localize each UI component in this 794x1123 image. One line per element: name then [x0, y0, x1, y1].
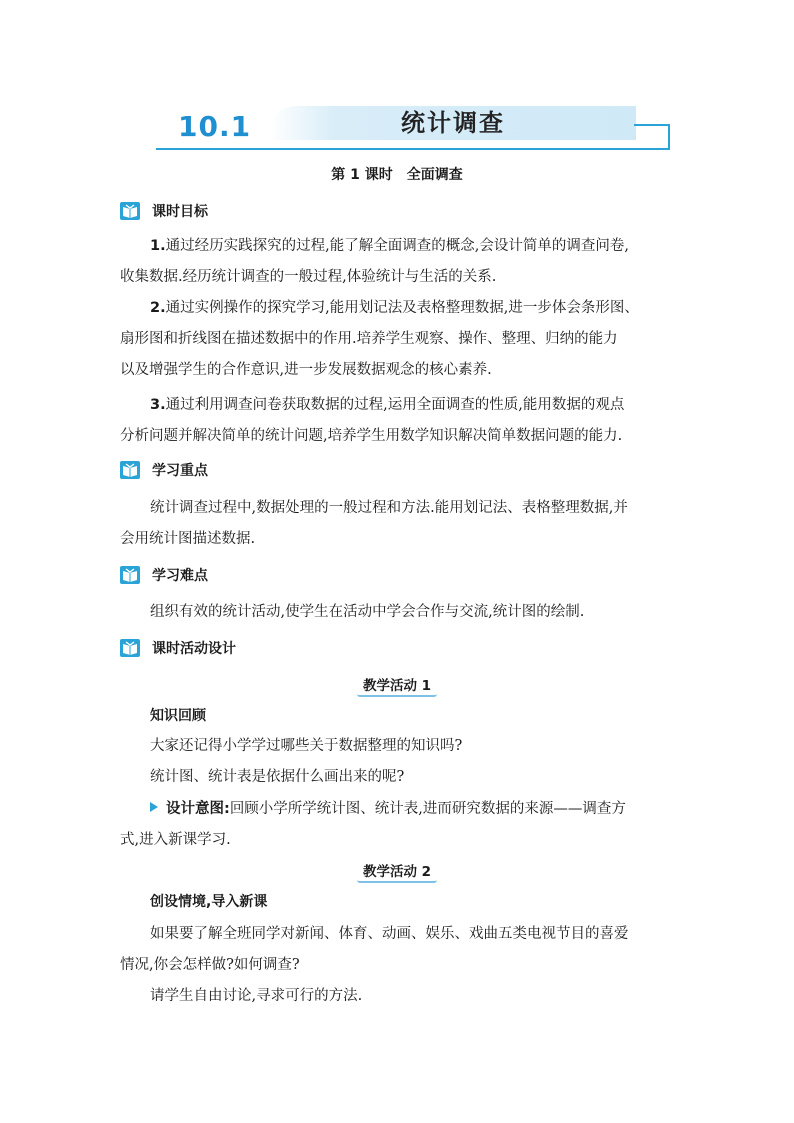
section-activity-design [120, 638, 236, 658]
section-key-points [120, 460, 208, 480]
objective-3-line-1 [150, 395, 624, 415]
objective-text: 通过经历实践探究的过程,能了解全面调查的概念,会设计简单的调查问卷, [165, 238, 629, 254]
objective-text: 通过实例操作的探究学习,能用划记法及表格整理数据,进一步体会条形图、 [165, 300, 639, 316]
section-title: 课时活动设计 [152, 641, 236, 657]
book-icon [120, 202, 140, 220]
section-difficulties [120, 565, 208, 585]
activity-2-label-row [0, 860, 794, 883]
objective-3-line-2: 分析问题并解决简单的统计问题,培养学生用数学知识解决简单数据问题的能力. [120, 428, 623, 444]
section-title: 学习重点 [152, 463, 208, 479]
book-icon [120, 639, 140, 657]
activity-2-line-2: 情况,你会怎样做?如何调查? [120, 957, 300, 973]
objective-number: 2. [150, 300, 166, 316]
objective-number: 3. [150, 397, 166, 413]
activity-1-intent-line-1 [150, 799, 626, 819]
difficulties-line: 组织有效的统计活动,使学生在活动中学会合作与交流,统计图的绘制. [150, 604, 585, 620]
activity-1-label: 教学活动 1 [357, 674, 437, 697]
activity-1-question-2: 统计图、统计表是依据什么画出来的呢? [150, 769, 405, 785]
page-title: 统计调查 [401, 109, 505, 137]
activity-2-heading: 创设情境,导入新课 [150, 894, 268, 910]
intent-text: 回顾小学所学统计图、统计表,进而研究数据的来源——调查方 [229, 801, 626, 817]
header-underline [156, 148, 670, 150]
triangle-bullet-icon [150, 802, 158, 812]
section-objectives [120, 201, 208, 221]
book-icon [120, 461, 140, 479]
activity-2-line-3: 请学生自由讨论,寻求可行的方法. [150, 988, 363, 1004]
lesson-subtitle: 第 1 课时 全面调查 [331, 167, 463, 183]
header-corner [634, 124, 670, 148]
key-points-line-2: 会用统计图描述数据. [120, 531, 256, 547]
objective-2-line-2: 扇形图和折线图在描述数据中的作用.培养学生观察、操作、整理、归纳的能力 [120, 331, 618, 347]
section-number: 10.1 [178, 110, 252, 143]
activity-1-label-row [0, 674, 794, 697]
objective-text: 通过利用调查问卷获取数据的过程,运用全面调查的性质,能用数据的观点 [165, 397, 625, 413]
objective-2-line-3: 以及增强学生的合作意识,进一步发展数据观念的核心素养. [120, 362, 492, 378]
activity-1-heading: 知识回顾 [150, 708, 206, 724]
objective-1-line-1 [150, 236, 629, 256]
objective-2-line-1 [150, 298, 639, 318]
intent-label: 设计意图: [166, 801, 230, 817]
activity-1-question-1: 大家还记得小学学过哪些关于数据整理的知识吗? [150, 738, 463, 754]
book-icon [120, 566, 140, 584]
objective-number: 1. [150, 238, 166, 254]
key-points-line-1: 统计调查过程中,数据处理的一般过程和方法.能用划记法、表格整理数据,并 [150, 500, 628, 516]
section-title: 课时目标 [152, 204, 208, 220]
activity-2-line-1: 如果要了解全班同学对新闻、体育、动画、娱乐、戏曲五类电视节目的喜爱 [150, 926, 629, 942]
activity-1-intent-line-2: 式,进入新课学习. [120, 832, 231, 848]
objective-1-line-2: 收集数据.经历统计调查的一般过程,体验统计与生活的关系. [120, 269, 497, 285]
section-title: 学习难点 [152, 568, 208, 584]
activity-2-label: 教学活动 2 [357, 860, 437, 883]
